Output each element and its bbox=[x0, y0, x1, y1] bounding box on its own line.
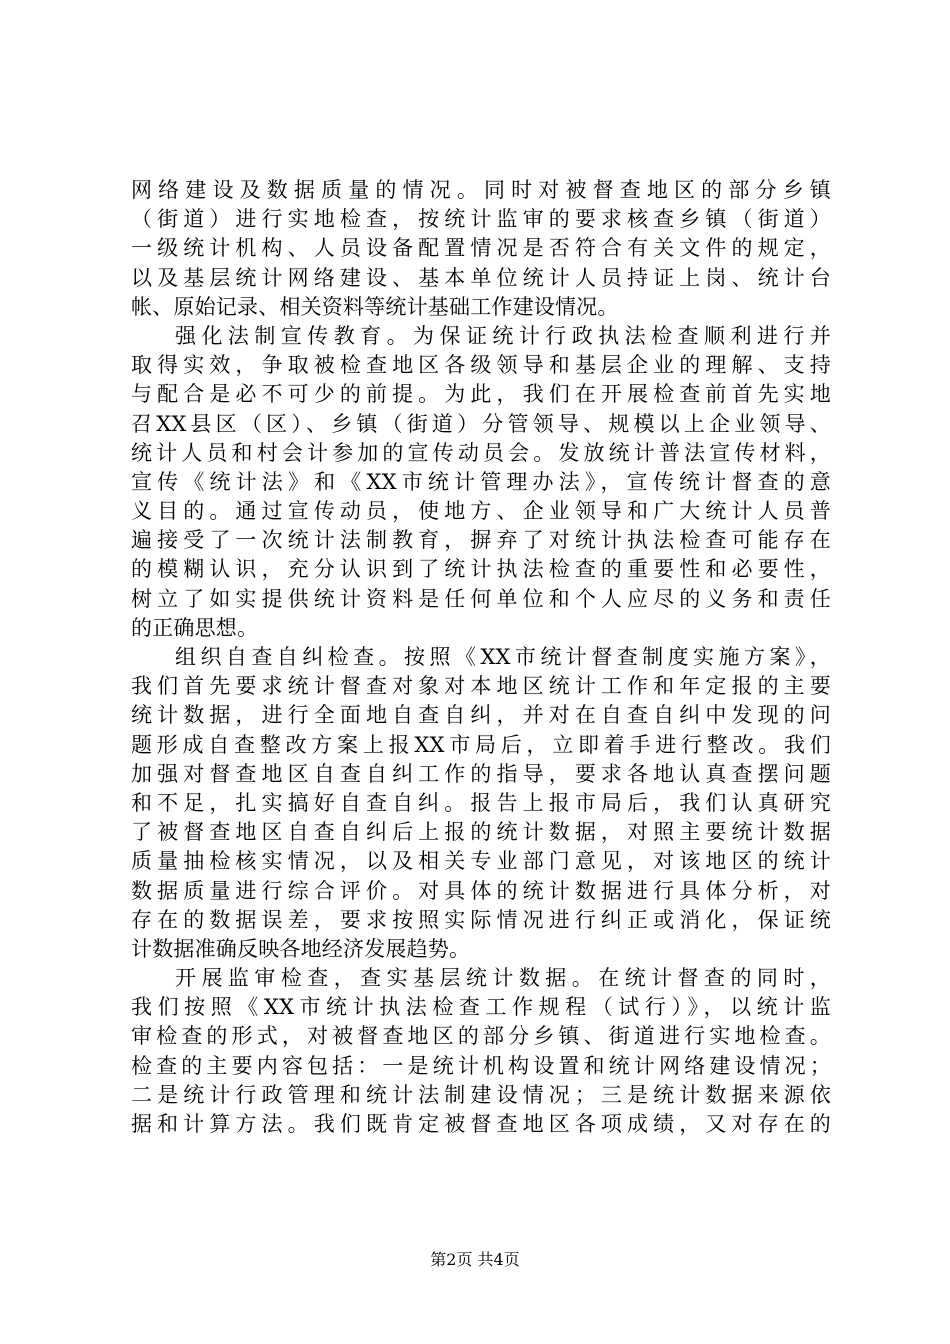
text-line: 我们按照《XX市统计执法检查工作规程（试行）》，以统计监 bbox=[131, 995, 831, 1020]
text-line: 质量抽检核实情况，以及相关专业部门意见，对该地区的统计 bbox=[131, 849, 831, 874]
text-line: 检查的主要内容包括：一是统计机构设置和统计网络建设情况； bbox=[131, 1053, 831, 1078]
text-line: 题形成自查整改方案上报XX市局后，立即着手进行整改。我们 bbox=[131, 732, 831, 757]
text-line: 树立了如实提供统计资料是任何单位和个人应尽的义务和责任 bbox=[131, 586, 831, 611]
text-line: 二是统计行政管理和统计法制建设情况；三是统计数据来源依 bbox=[131, 1082, 831, 1107]
text-line: 一级统计机构、人员设备配置情况是否符合有关文件的规定， bbox=[131, 236, 831, 261]
text-line: 数据质量进行综合评价。对具体的统计数据进行具体分析，对 bbox=[131, 878, 831, 903]
text-line: 取得实效，争取被检查地区各级领导和基层企业的理解、支持 bbox=[131, 353, 831, 378]
text-line: 宣传《统计法》和《XX市统计管理办法》，宣传统计督查的意 bbox=[131, 469, 831, 494]
text-line: 统计数据，进行全面地自查自纠，并对在自查自纠中发现的问 bbox=[131, 703, 831, 728]
text-line: 了被督查地区自查自纠后上报的统计数据，对照主要统计数据 bbox=[131, 820, 831, 845]
document-body bbox=[131, 176, 831, 1139]
text-line: （街道）进行实地检查，按统计监审的要求核查乡镇（街道） bbox=[131, 207, 831, 232]
text-line: 网络建设及数据质量的情况。同时对被督查地区的部分乡镇 bbox=[131, 178, 831, 202]
text-line: 据和计算方法。我们既肯定被督查地区各项成绩，又对存在的 bbox=[131, 1112, 831, 1136]
paragraph bbox=[131, 964, 831, 1139]
paragraph bbox=[131, 643, 831, 964]
text-line: 和不足，扎实搞好自查自纠。报告上报市局后，我们认真研究 bbox=[131, 790, 831, 815]
text-line: 计数据准确反映各地经济发展趋势。 bbox=[131, 936, 471, 961]
text-line: 开展监审检查，查实基层统计数据。在统计督查的同时， bbox=[175, 966, 831, 991]
text-line: 我们首先要求统计督查对象对本地区统计工作和年定报的主要 bbox=[131, 674, 831, 699]
page-footer: 第2页 共4页 bbox=[430, 1250, 520, 1269]
text-line: 存在的数据误差，要求按照实际情况进行纠正或消化，保证统 bbox=[131, 907, 831, 932]
text-line: 加强对督查地区自查自纠工作的指导，要求各地认真查摆问题 bbox=[131, 761, 831, 786]
text-line: 审检查的形式，对被督查地区的部分乡镇、街道进行实地检查。 bbox=[131, 1024, 831, 1049]
text-line: 的正确思想。 bbox=[131, 615, 259, 640]
paragraph bbox=[131, 176, 831, 322]
text-line: 强化法制宣传教育。为保证统计行政执法检查顺利进行并 bbox=[175, 323, 831, 348]
text-line: 与配合是必不可少的前提。为此，我们在开展检查前首先实地 bbox=[131, 382, 831, 407]
text-line: 召XX县区（区）、乡镇（街道）分管领导、规模以上企业领导、 bbox=[131, 411, 831, 436]
text-line: 组织自查自纠检查。按照《XX市统计督查制度实施方案》， bbox=[175, 645, 831, 669]
text-line: 遍接受了一次统计法制教育，摒弃了对统计执法检查可能存在 bbox=[131, 528, 831, 553]
text-line: 帐、原始记录、相关资料等统计基础工作建设情况。 bbox=[131, 294, 619, 319]
text-line: 的模糊认识，充分认识到了统计执法检查的重要性和必要性， bbox=[131, 557, 831, 582]
text-line: 以及基层统计网络建设、基本单位统计人员持证上岗、统计台 bbox=[131, 265, 831, 290]
paragraph bbox=[131, 322, 831, 643]
text-line: 义目的。通过宣传动员，使地方、企业领导和广大统计人员普 bbox=[131, 499, 831, 524]
text-line: 统计人员和村会计参加的宣传动员会。发放统计普法宣传材料， bbox=[131, 440, 831, 465]
